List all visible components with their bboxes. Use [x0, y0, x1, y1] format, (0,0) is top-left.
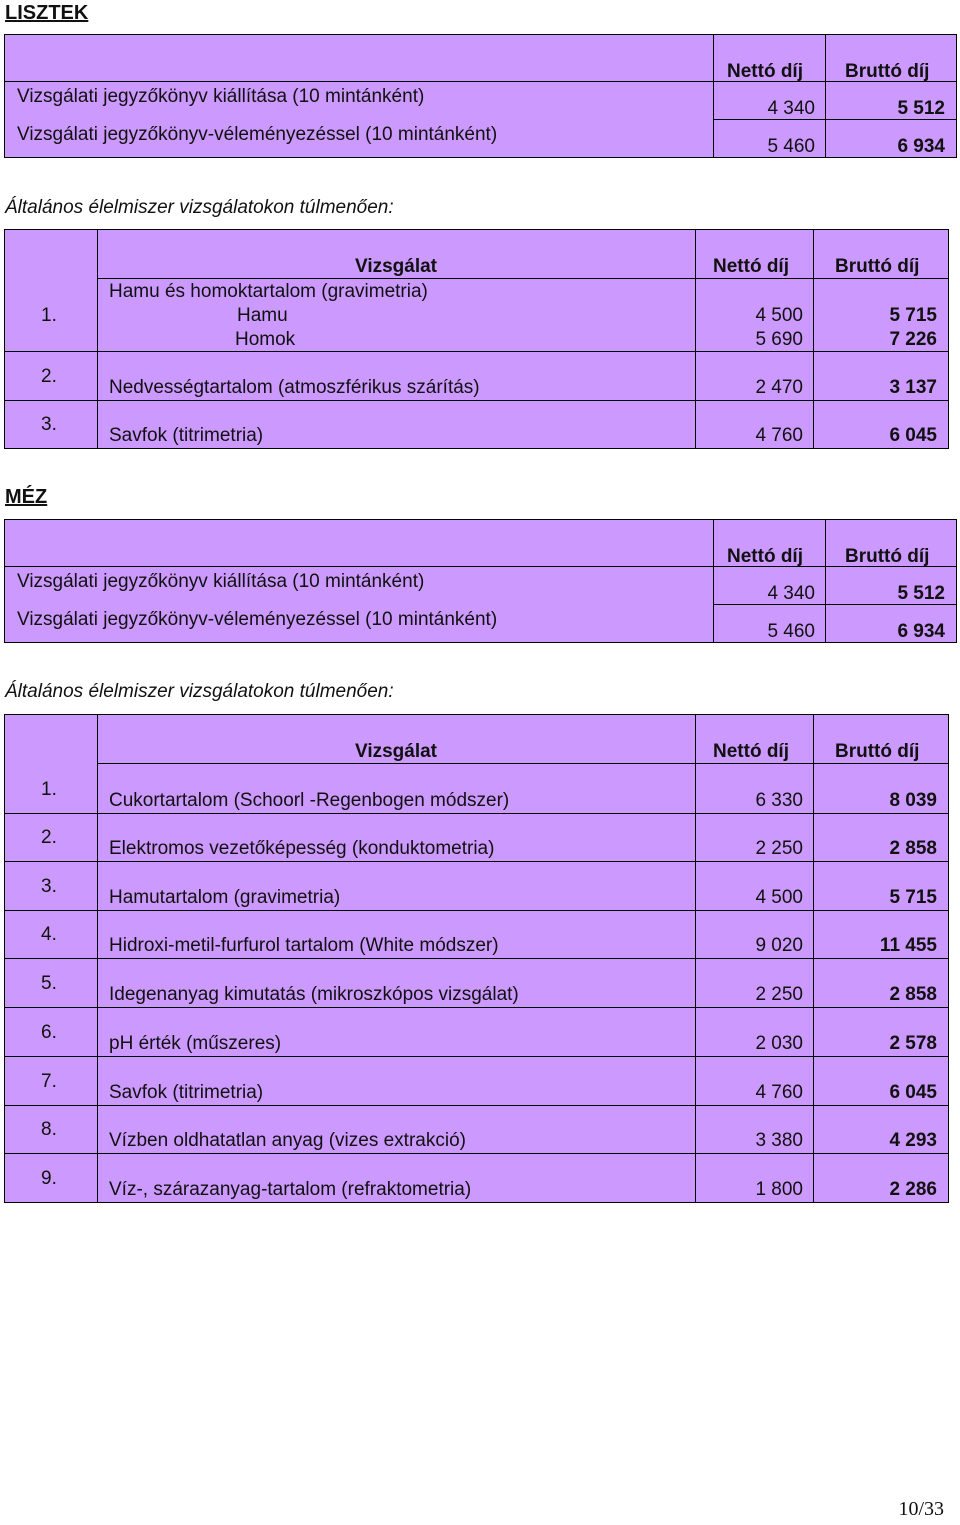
- mez-report-table: [4, 519, 957, 643]
- test-name: Idegenanyag kimutatás (mikroszkópos vizsgálat): [109, 984, 519, 1005]
- net-price-header: Nettó díj: [727, 61, 803, 82]
- row-number: 7.: [41, 1071, 57, 1092]
- row-number: 8.: [41, 1119, 57, 1140]
- report-row-label: Vizsgálati jegyzőkönyv kiállítása (10 mintánként): [17, 86, 425, 107]
- gross-price-header: Bruttó díj: [845, 61, 930, 82]
- test-net-price: 9 020: [755, 935, 803, 956]
- test-net-price: 3 380: [755, 1130, 803, 1151]
- test-gross-price: 11 455: [879, 935, 937, 956]
- net-price-header: Nettó díj: [727, 546, 803, 567]
- test-net-price: 2 470: [755, 377, 803, 398]
- report-row-net: 5 460: [767, 621, 815, 642]
- gross-price-header: Bruttó díj: [835, 256, 920, 277]
- test-net-price: 2 030: [755, 1033, 803, 1054]
- row-number: 3.: [41, 414, 57, 435]
- net-price-header: Nettó díj: [713, 256, 789, 277]
- report-row-gross: 5 512: [897, 583, 945, 604]
- report-row-net: 4 340: [767, 98, 815, 119]
- test-name: Víz-, szárazanyag-tartalom (refraktometria): [109, 1179, 472, 1200]
- row-number: 9.: [41, 1168, 57, 1189]
- liszt-tests-table: [4, 229, 949, 449]
- test-name: Hamu és homoktartalom (gravimetria): [109, 281, 428, 302]
- report-row-net: 4 340: [767, 583, 815, 604]
- report-row-gross: 6 934: [897, 136, 945, 157]
- test-net-price: 6 330: [755, 790, 803, 811]
- test-name: Nedvességtartalom (atmoszférikus szárítás): [109, 377, 480, 398]
- mez-tests-table: [4, 714, 949, 1203]
- liszt-report-table: [4, 34, 957, 158]
- test-gross-price: 7 226: [889, 329, 937, 350]
- row-number: 2.: [41, 366, 57, 387]
- test-name: Vízben oldhatatlan anyag (vizes extrakció): [109, 1130, 466, 1151]
- gross-price-header: Bruttó díj: [835, 741, 920, 762]
- section-note: Általános élelmiszer vizsgálatokon túlmenően:: [5, 197, 394, 218]
- test-gross-price: 2 286: [889, 1179, 937, 1200]
- report-row-net: 5 460: [767, 136, 815, 157]
- test-name: Hamutartalom (gravimetria): [109, 887, 341, 908]
- test-net-price: 2 250: [755, 838, 803, 859]
- row-number: 1.: [41, 779, 57, 800]
- row-number: 1.: [41, 305, 57, 326]
- page-number: 10/33: [898, 1498, 944, 1520]
- test-gross-price: 2 858: [889, 984, 937, 1005]
- test-gross-price: 6 045: [889, 1082, 937, 1103]
- test-sub-name: Homok: [235, 329, 296, 350]
- test-gross-price: 2 858: [889, 838, 937, 859]
- test-sub-name: Hamu: [237, 305, 288, 326]
- test-gross-price: 6 045: [889, 425, 937, 446]
- row-number: 2.: [41, 827, 57, 848]
- test-net-price: 1 800: [755, 1179, 803, 1200]
- report-row-label: Vizsgálati jegyzőkönyv-véleményezéssel (10 mintánként): [17, 609, 498, 630]
- test-gross-price: 5 715: [889, 305, 937, 326]
- test-net-price: 5 690: [755, 329, 803, 350]
- test-name: Savfok (titrimetria): [109, 1082, 264, 1103]
- report-row-label: Vizsgálati jegyzőkönyv-véleményezéssel (10 mintánként): [17, 124, 498, 145]
- net-price-header: Nettó díj: [713, 741, 789, 762]
- test-net-price: 4 760: [755, 425, 803, 446]
- test-net-price: 4 500: [755, 887, 803, 908]
- test-gross-price: 3 137: [889, 377, 937, 398]
- report-row-label: Vizsgálati jegyzőkönyv kiállítása (10 mintánként): [17, 571, 425, 592]
- report-row-gross: 6 934: [897, 621, 945, 642]
- test-name: pH érték (műszeres): [109, 1033, 282, 1054]
- test-name: Savfok (titrimetria): [109, 425, 264, 446]
- test-name: Elektromos vezetőképesség (konduktometria): [109, 838, 495, 859]
- test-column-header: Vizsgálat: [354, 256, 438, 277]
- test-net-price: 4 760: [755, 1082, 803, 1103]
- row-number: 3.: [41, 876, 57, 897]
- report-row-gross: 5 512: [897, 98, 945, 119]
- row-number: 4.: [41, 924, 57, 945]
- section-heading-lisztek: LISZTEK: [5, 2, 89, 24]
- row-number: 5.: [41, 973, 57, 994]
- gross-price-header: Bruttó díj: [845, 546, 930, 567]
- test-gross-price: 8 039: [889, 790, 937, 811]
- test-name: Cukortartalom (Schoorl -Regenbogen módszer): [109, 790, 510, 811]
- test-gross-price: 5 715: [889, 887, 937, 908]
- section-heading-mez: MÉZ: [5, 486, 48, 508]
- test-net-price: 4 500: [755, 305, 803, 326]
- test-gross-price: 2 578: [889, 1033, 937, 1054]
- test-net-price: 2 250: [755, 984, 803, 1005]
- row-number: 6.: [41, 1022, 57, 1043]
- section-note: Általános élelmiszer vizsgálatokon túlmenően:: [5, 681, 394, 702]
- test-column-header: Vizsgálat: [354, 741, 438, 762]
- test-gross-price: 4 293: [889, 1130, 937, 1151]
- test-name: Hidroxi-metil-furfurol tartalom (White módszer): [109, 935, 499, 956]
